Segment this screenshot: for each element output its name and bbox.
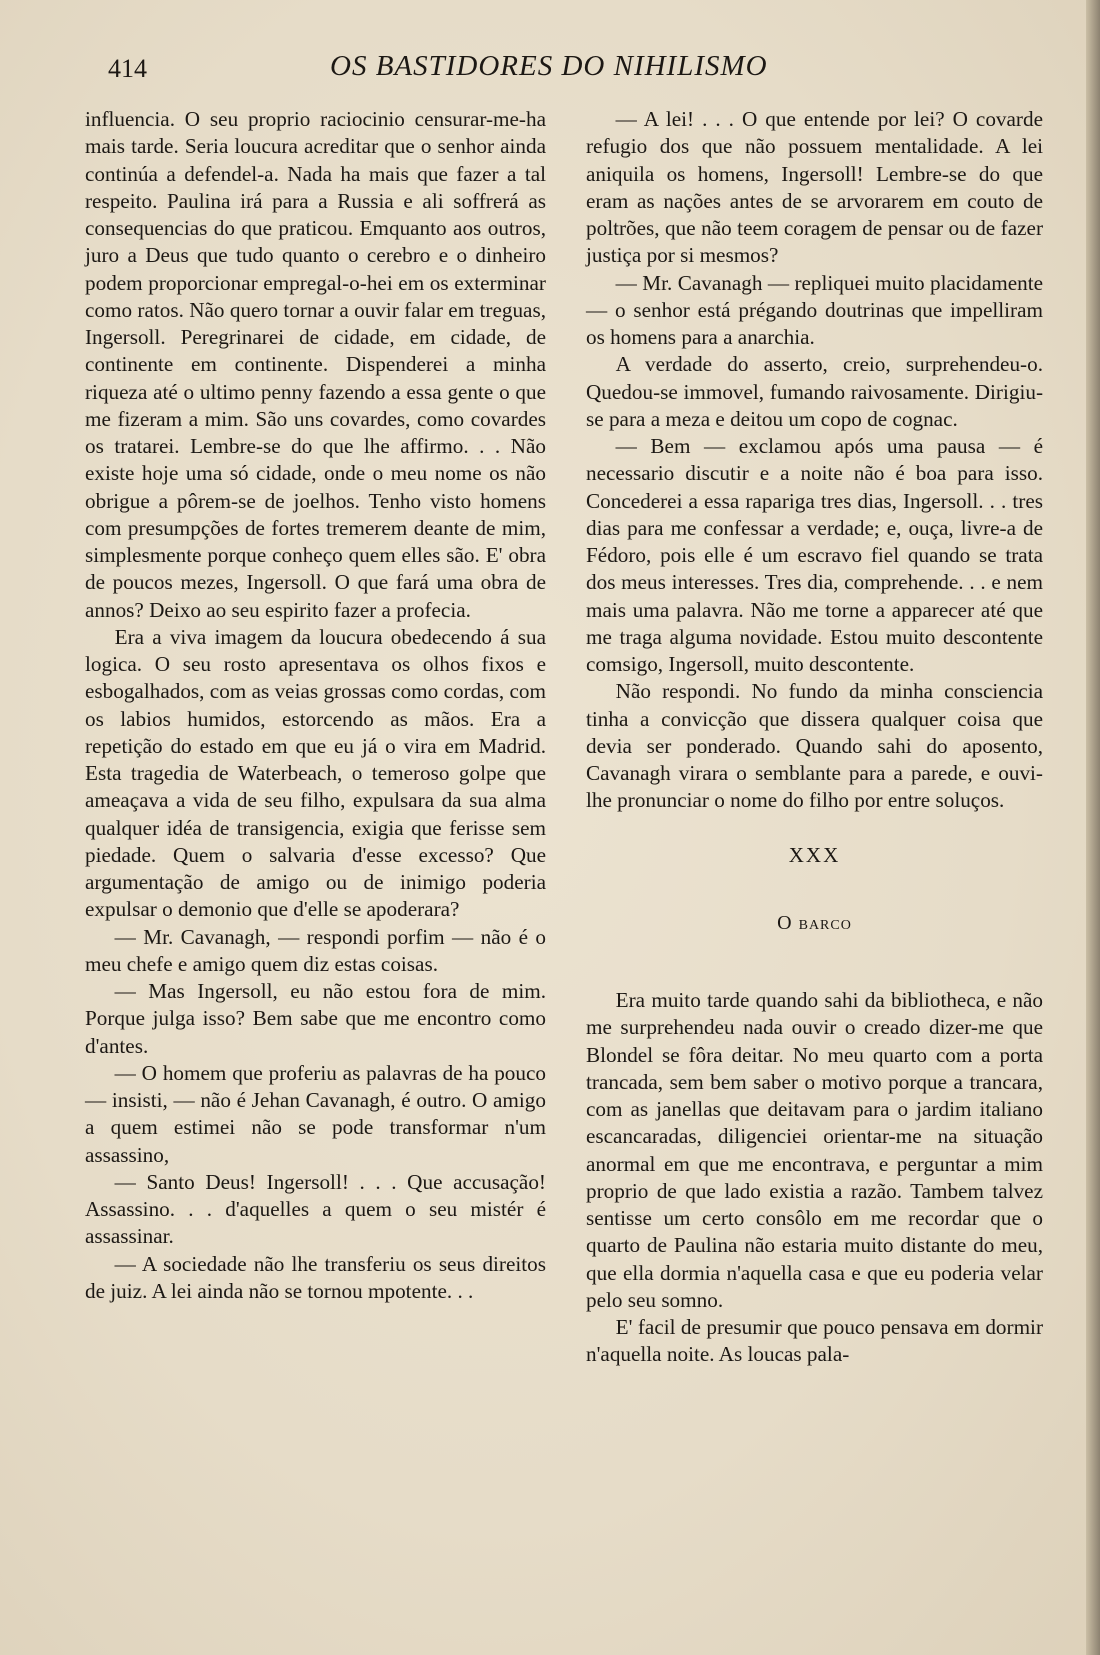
chapter-title: O barco [777,911,852,934]
chapter-number: XXX [788,842,841,867]
paragraph: Não respondi. No fundo da minha consciencia tinha a convicção que dissera qualquer coisa que devia ser ponderado. Quando sahi do aposento, Cavanagh virara o semblante para a parede, e ouvi-lhe pronunciar o nome do filho por entre soluços. [586,679,1043,813]
paragraph: — Mas Ingersoll, eu não estou fora de mim. Porque julga isso? Bem sabe que me encontro como d'antes. [85,979,546,1058]
page-edge-shadow [1086,0,1100,1655]
paragraph: — A sociedade não lhe transferiu os seus direitos de juiz. A lei ainda não se tornou mpotente. . . [85,1251,546,1303]
paragraph: Era muito tarde quando sahi da bibliotheca, e não me surprehendeu nada ouvir o creado dizer-me que Blondel se fôra deitar. No meu quarto com a porta trancada, sem bem saber o motivo porque a trancara, com as janellas que deitavam para o jardim italiano escancaradas, diligenciei orientar-me na situação anormal em que me encontrava, e perguntar a mim proprio de que lado existia a razão. Tambem talvez sentisse um certo consôlo em me recordar que o quarto de Paulina não estaria muito distante do meu, que ella dormia n'aquella casa e que eu poderia velar pelo seu somno. [586,988,1043,1312]
paragraph: — Mr. Cavanagh — repliquei muito placidamente — o senhor está prégando doutrinas que impelliram os homens para a anarchia. [586,270,1043,349]
running-title: OS BASTIDORES DO NIHILISMO [330,50,768,82]
paragraph: — Bem — exclamou após uma pausa — é necessario discutir e a noite não é boa para isso. Concederei a essa rapariga tres dias, Ingersoll. . . tres dias para me confessar a verdade; e, ouça, livre-a de Fédoro, pois elle é um escravo fiel quando se trata dos meus interesses. Tres dia, comprehende. . . e nem mais uma palavra. Não me torne a apparecer até que me traga alguma novidade. Estou muito descontente comsigo, Ingersoll, muito descontente. [586,434,1043,676]
page-number: 414 [108,54,147,83]
left-column [85,106,546,1305]
paragraph: — O homem que proferiu as palavras de ha pouco — insisti, — não é Jehan Cavanagh, é outro. O amigo a quem estimei não se pode transformar n'um assassino, [85,1060,546,1167]
paragraph: influencia. O seu proprio raciocinio censurar-me-ha mais tarde. Seria loucura acreditar que o senhor ainda continúa a defendel-a. Nada ha mais que fazer a tal respeito. Paulina irá para a Russia e ali soffrerá as consequencias do que praticou. Emquanto aos outros, juro a Deus que tudo quanto o cerebro e o dinheiro podem proporcionar empregal-o-hei em os exterminar como ratos. Não quero tornar a ouvir falar em treguas, Ingersoll. Peregrinarei de cidade, em cidade, de continente em continente. Dispenderei a minha riqueza até o ultimo penny fazendo a essa gente o que me fizeram a mim. São uns covardes, como covardes os tratarei. Lembre-se do que lhe affirmo. . . Não existe hoje uma só cidade, onde o meu nome os não obrigue a pôrem-se de joelhos. Tenho visto homens com presumpções de fortes tremerem deante de mim, simplesmente porque conheço quem elles são. E' obra de poucos mezes, Ingersoll. O que fará uma obra de annos? Deixo ao seu espirito fazer a profecia. [85,107,546,622]
page-header [0,50,1100,90]
paragraph: A verdade do asserto, creio, surprehendeu-o. Quedou-se immovel, fumando raivosamente. Dirigiu-se para a meza e deitou um copo de cognac. [586,352,1043,431]
right-column [586,106,1043,1369]
paragraph: — Mr. Cavanagh, — respondi porfim — não é o meu chefe e amigo quem diz estas coisas. [85,924,546,976]
paragraph: E' facil de presumir que pouco pensava em dormir n'aquella noite. As loucas pala- [586,1315,1043,1367]
paragraph: — A lei! . . . O que entende por lei? O covarde refugio dos que não possuem mentalidade. A lei aniquila os homens, Ingersoll! Lembre-se do que eram as nações antes de se arvorarem em couto de poltrões, que não teem coragem de pensar ou de fazer justiça por si mesmos? [586,107,1043,268]
paragraph: — Santo Deus! Ingersoll! . . . Que accusação! Assassino. . . d'aquelles a quem o seu mistér é assassinar. [85,1169,546,1249]
paragraph: Era a viva imagem da loucura obedecendo á sua logica. O seu rosto apresentava os olhos fixos e esbogalhados, com as veias grossas como cordas, com os labios humidos, estorcendo as mãos. Era a repetição do estado em que eu já o vira em Madrid. Esta tragedia de Waterbeach, o temeroso golpe que ameaçava a vida de seu filho, expulsara da sua alma qualquer idéa de transigencia, exigia que ferisse sem piedade. Quem o salvaria d'esse excesso? Que argumentação de amigo ou de inimigo poderia expulsar o demonio que d'elle se apoderara? [85,624,546,922]
